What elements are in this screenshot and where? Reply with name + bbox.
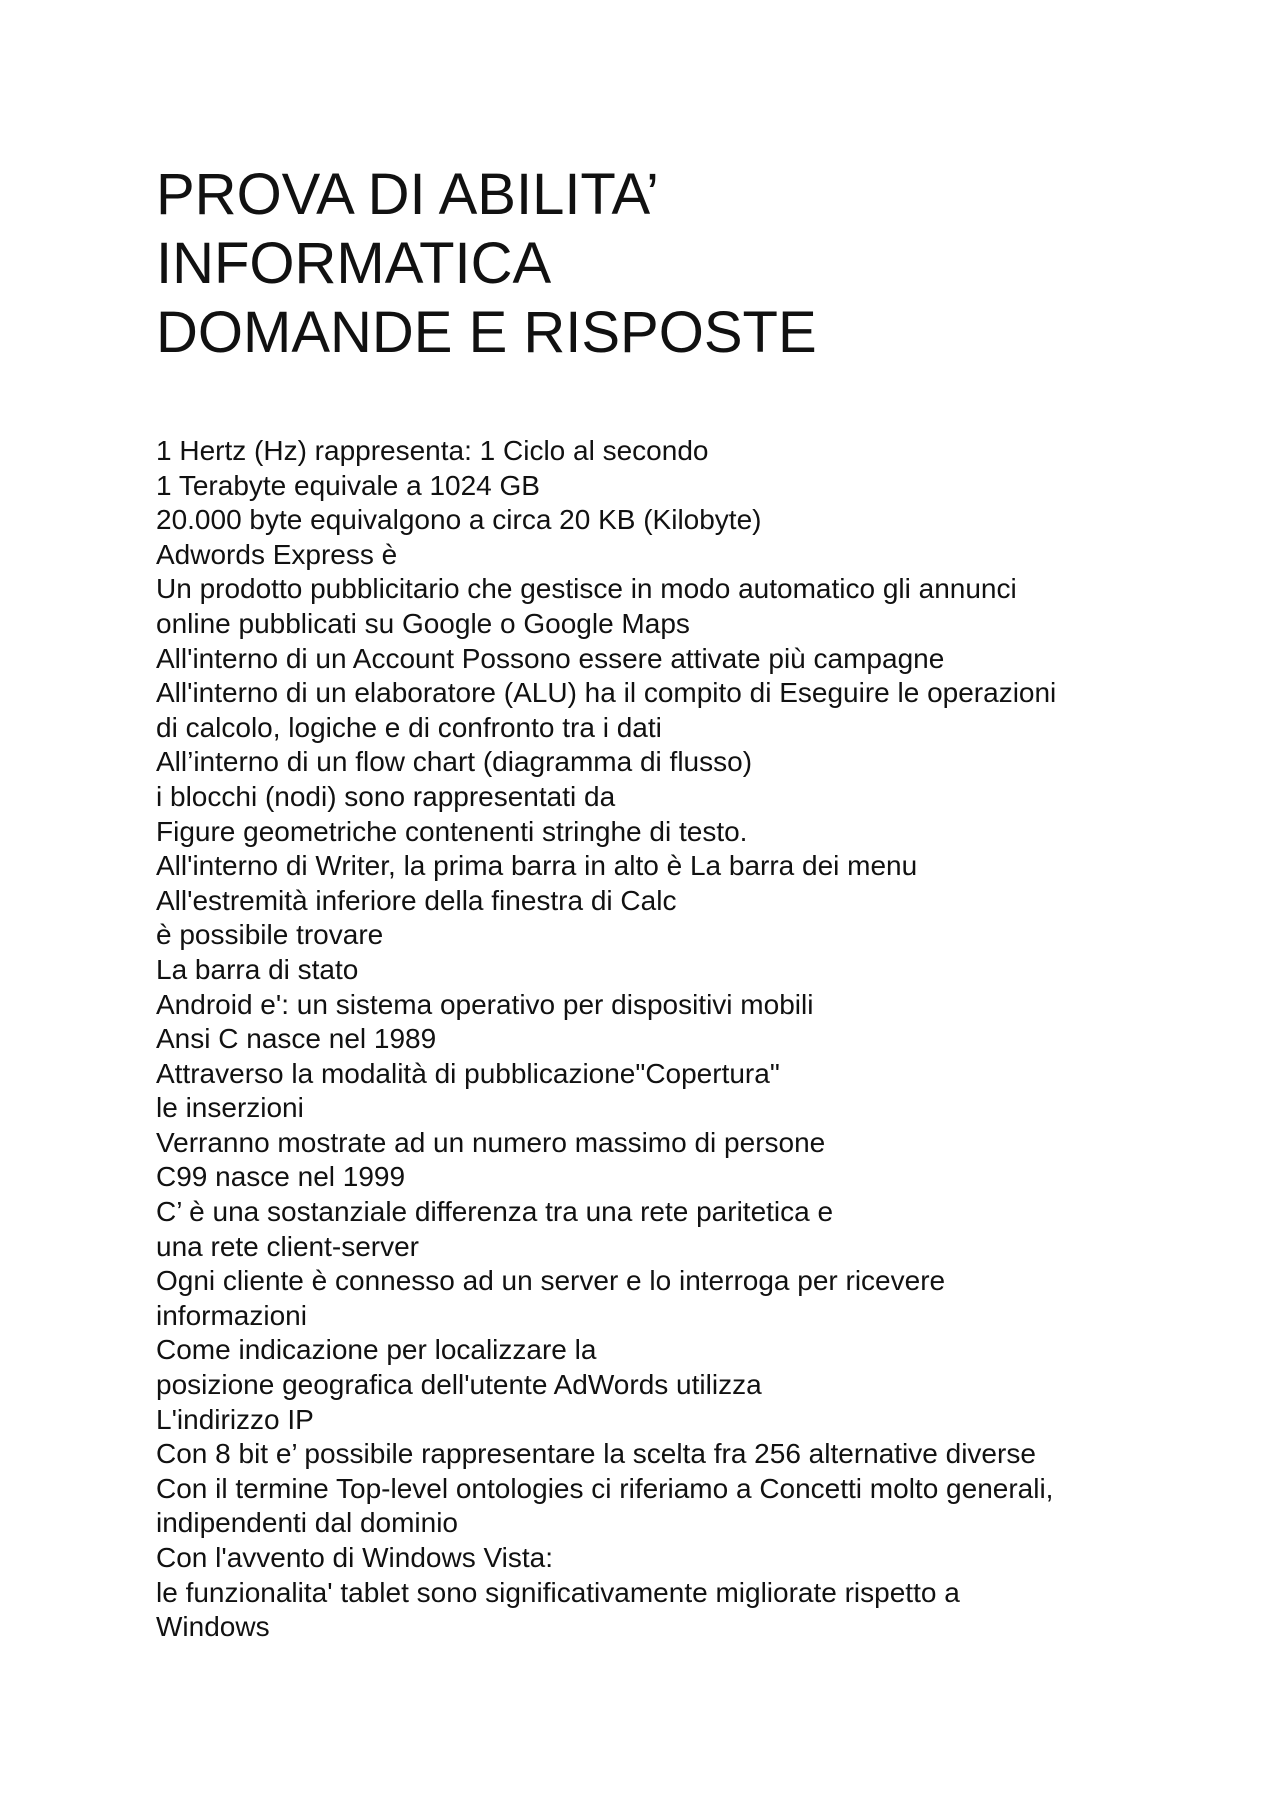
document-body <box>156 434 1156 1645</box>
body-line: Con il termine Top-level ontologies ci riferiamo a Concetti molto generali, <box>156 1472 1054 1504</box>
body-line: Android e': un sistema operativo per dispositivi mobili <box>156 988 814 1020</box>
body-line: informazioni <box>156 1299 307 1331</box>
body-line: indipendenti dal dominio <box>156 1507 458 1539</box>
body-line: L'indirizzo IP <box>156 1403 314 1435</box>
body-line: 1 Hertz (Hz) rappresenta: 1 Ciclo al secondo <box>156 435 709 466</box>
title-line: PROVA DI ABILITA’ <box>156 162 659 227</box>
body-line: è possibile trovare <box>156 919 384 951</box>
title-line: INFORMATICA <box>156 231 552 296</box>
body-line: La barra di stato <box>156 953 359 985</box>
body-line: Windows <box>156 1611 270 1643</box>
body-line: i blocchi (nodi) sono rappresentati da <box>156 780 616 812</box>
body-line: Attraverso la modalità di pubblicazione"Copertura" <box>156 1057 780 1089</box>
body-line: 20.000 byte equivalgono a circa 20 KB (Kilobyte) <box>156 504 762 536</box>
body-line: le inserzioni <box>156 1092 304 1124</box>
body-line: C99 nasce nel 1999 <box>156 1161 406 1193</box>
title-line: DOMANDE E RISPOSTE <box>156 300 817 365</box>
body-line: Figure geometriche contenenti stringhe di testo. <box>156 815 748 847</box>
document-title <box>156 160 1156 367</box>
body-line: le funzionalita' tablet sono significativamente migliorate rispetto a <box>156 1576 960 1608</box>
body-line: C’ è una sostanziale differenza tra una rete paritetica e <box>156 1196 834 1228</box>
body-line: Verranno mostrate ad un numero massimo di persone <box>156 1126 826 1158</box>
body-line: 1 Terabyte equivale a 1024 GB <box>156 469 540 501</box>
body-line: All'interno di un elaboratore (ALU) ha il compito di Eseguire le operazioni <box>156 677 1057 709</box>
body-line: Come indicazione per localizzare la <box>156 1334 597 1366</box>
body-line: All'interno di un Account Possono essere attivate più campagne <box>156 642 945 674</box>
body-line: Un prodotto pubblicitario che gestisce in modo automatico gli annunci <box>156 573 1017 605</box>
body-line: All’interno di un flow chart (diagramma di flusso) <box>156 746 753 778</box>
body-line: posizione geografica dell'utente AdWords utilizza <box>156 1369 762 1401</box>
body-line: All'interno di Writer, la prima barra in alto è La barra dei menu <box>156 850 918 882</box>
body-line: Ansi C nasce nel 1989 <box>156 1023 437 1055</box>
body-line: una rete client-server <box>156 1230 420 1262</box>
body-line: online pubblicati su Google o Google Maps <box>156 607 690 639</box>
body-line: Con l'avvento di Windows Vista: <box>156 1542 554 1573</box>
body-line: Ogni cliente è connesso ad un server e lo interroga per ricevere <box>156 1265 946 1297</box>
body-line: All'estremità inferiore della finestra di Calc <box>156 884 677 916</box>
body-line: Adwords Express è <box>156 538 398 570</box>
body-line: Con 8 bit e’ possibile rappresentare la scelta fra 256 alternative diverse <box>156 1438 1036 1470</box>
body-line: di calcolo, logiche e di confronto tra i dati <box>156 711 662 743</box>
